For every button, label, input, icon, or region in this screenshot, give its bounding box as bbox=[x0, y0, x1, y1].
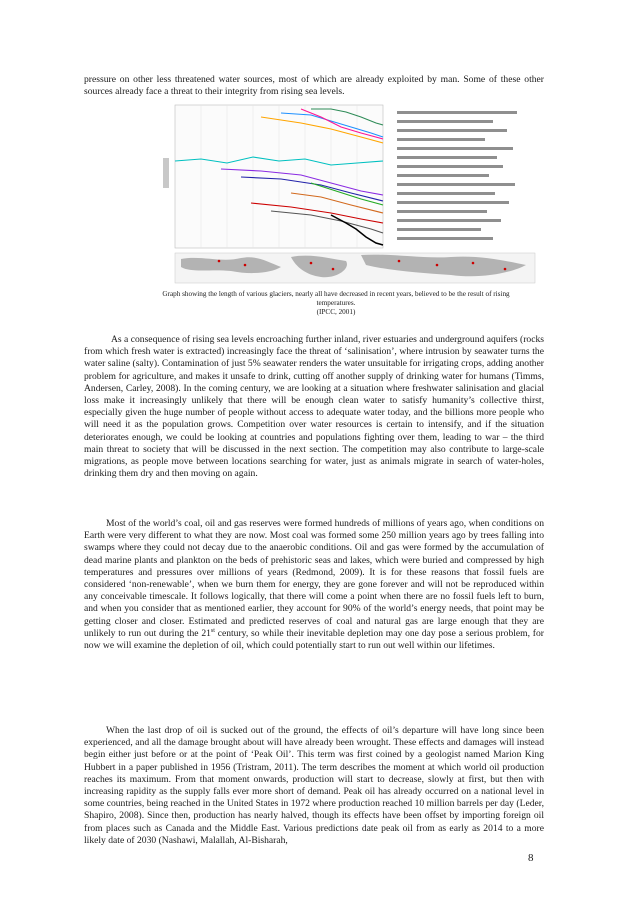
figure-source: (IPCC, 2001) bbox=[316, 308, 356, 316]
paragraph-salinisation: As a consequence of rising sea levels encroaching further inland, river estuaries and underground aquifers (rocks from which fresh water is extracted) increasingly face the threat of ‘salinisation’, where intrusion by seawater turns the water saline (salty). Contamination of just 5% seawater renders the water unsuitable for irrigating crops, adding another problem for agriculture, and makes it unsafe to drink, cutting off another supply of drinking water for humans (Timms, Andersen, Carley, 2008). In the coming century, we are looking at a situation where freshwater salinisation and glacial loss make it increasingly unlikely that there will be enough clean water to satisfy humanity’s collective thirst, especially given the huge number of people without access to adequate water today, and the billions more people who will need it as the population grows. Competition over water resources is certain to intensify, and if the situation deteriorates enough, we could be looking at countries and populations fighting over them, leading to war – the third main threat to society that will be discussed in the next section. The competition may also contribute to large-scale migrations, as people move between locations searching for water, just as animals migrate in search of water-holes, drinking them dry and then moving on again. bbox=[84, 334, 544, 480]
world-map-strip bbox=[175, 253, 535, 283]
paragraph-fossil-fuels-text: Most of the world’s coal, oil and gas reserves were formed hundreds of millions of years ago, when conditions on Earth were very different to what they are now. Most coal was formed some 250 million years ago by trees falling into swamps where they could not decay due to the anaerobic conditions. Oil and gas were formed by the accumulation of dead marine plants and plankton on the beds of prehistoric seas and lakes, which were buried and compressed by high temperatures and pressures over millions of years (Redmond, 2009). It is for these reasons that fossil fuels are considered ‘non-renewable’, when we burn them for energy, they are gone forever and will not be reproduced within any conceivable timescale. It follows logically, that there will come a point when there are no fossil fuels left to burn, and when you consider that as mentioned earlier, they account for 90% of the world’s energy needs, that point may be getting closer and closer. Estimated and predicted reserves of coal and natural gas are large enough that they are unlikely to run out during the 21 bbox=[84, 518, 544, 639]
glacier-graph bbox=[161, 103, 539, 285]
ordinal-suffix: st bbox=[210, 627, 215, 634]
page-number: 8 bbox=[528, 852, 534, 864]
y-axis-label bbox=[163, 158, 169, 188]
paragraph-fossil-fuels-text-end: century, so while their inevitable depletion may one day pose a serious problem, for now we will examine the depletion of oil, which could potentially start to run out well within our lifetimes. bbox=[84, 627, 544, 652]
paragraph-peak-oil: When the last drop of oil is sucked out of the ground, the effects of oil’s departure will have long since been experienced, and all the damage brought about will have already been wrought. These effects and damages will instead begin either just before or at the point of ‘Peak Oil’. This term was first coined by a geologist named Marion King Hubbert in a paper published in 1956 (Tristram, 2011). The term describes the moment at which world oil production reaches its maximum. From that moment onwards, production will start to decrease, slowly at first, but then with increasing rapidity as the supply falls ever more short of demand. Peak oil has already occurred on a national level in some countries, being reached in the United States in 1972 where production reached 10 million barrels per day (Leder, Shapiro, 2008). Since then, production has nearly halved, though its effects have been offset by importing foreign oil from places such as Canada and the Middle East. Various predictions date peak oil from as early as 2014 to a more likely date of 2030 (Nashawi, Malallah, Al-Bisharah, bbox=[84, 725, 544, 846]
figure-caption: Graph showing the length of various glaciers, nearly all have decreased in recent years, believed to be the result of rising temperatures. bbox=[162, 290, 510, 307]
paragraph-intro: pressure on other less threatened water sources, most of which are already exploited by man. Some of these other sources already face a threat to their integrity from rising sea levels. bbox=[84, 74, 544, 98]
paragraph-fossil-fuels bbox=[84, 518, 544, 652]
legend bbox=[393, 107, 533, 247]
glacier-length-figure bbox=[161, 103, 539, 285]
